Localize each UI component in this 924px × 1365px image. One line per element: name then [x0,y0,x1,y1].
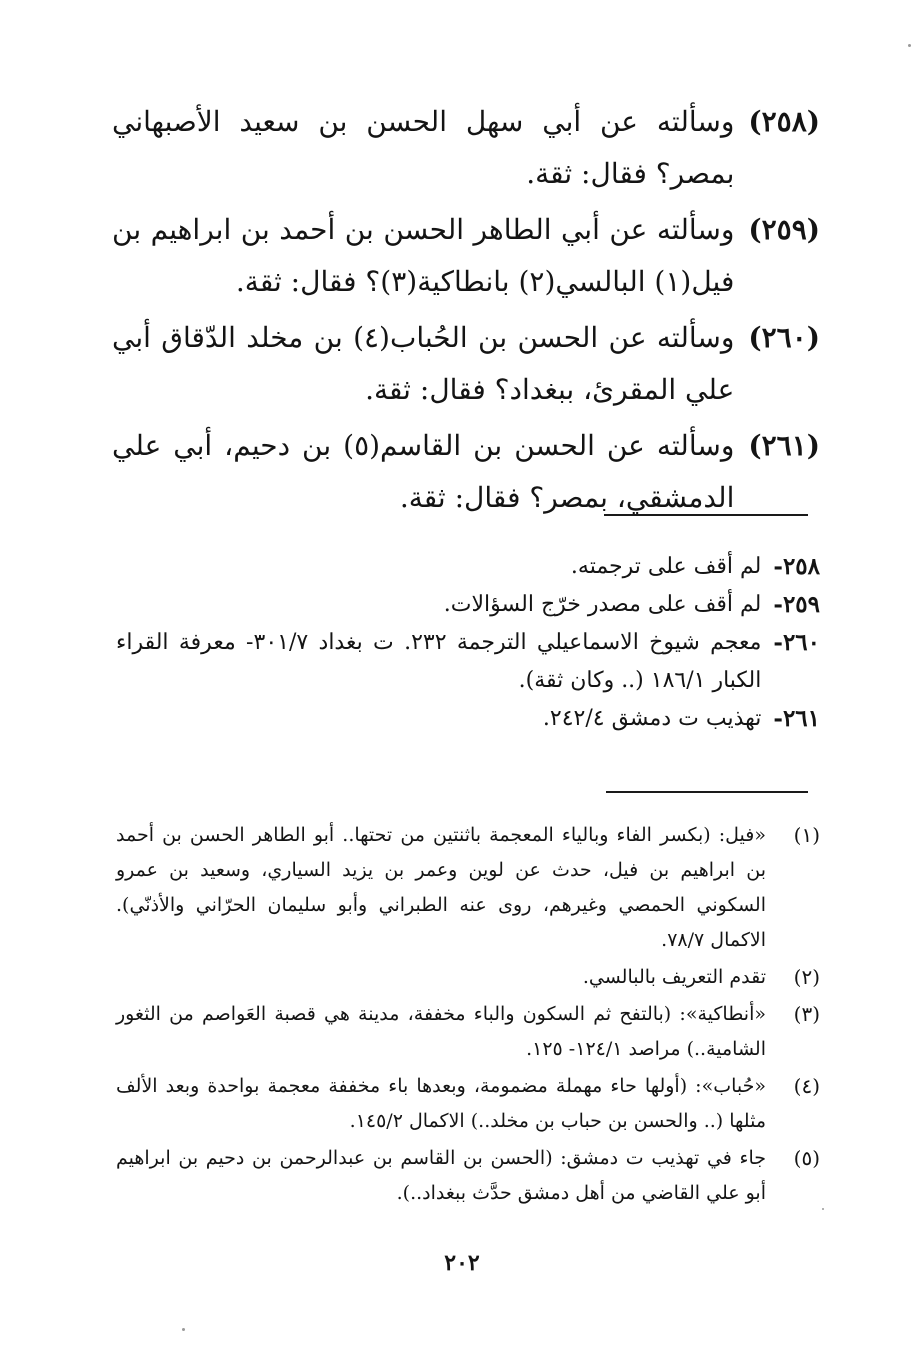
separator-rule [604,514,808,516]
scan-speck [908,44,911,47]
note-text: لم أقف على ترجمته. [570,554,762,579]
footnote-text: «حُباب»: (أولها حاء مهملة مضمومة، وبعدها باء مخففة معجمة بواحدة وبعد الألف مثلها (.. والحسن بن حباب بن مخلد..) الاكمال ١٤٥/٢. [116,1075,766,1132]
entry-text: وسألته عن أبي الطاهر الحسن بن أحمد بن ابراهيم بن فيل(١) البالسي(٢) بانطاكية(٣)؟ فقال: ثقة. [112,213,735,298]
note-260 [116,624,820,700]
question-entries [112,96,820,528]
note-text: تهذيب ت دمشق ٢٤٢/٤. [542,706,762,731]
note-258 [116,548,820,586]
footnote-number: (٢) [793,965,820,989]
note-text: لم أقف على مصدر خرّج السؤالات. [443,592,762,617]
footnote-text: «فيل: (بكسر الفاء وبالياء المعجمة باثنتين من تحتها.. أبو الطاهر الحسن بن أحمد بن ابراهيم بن فيل، حدث عن لوين وعمر بن يزيد السياري، وسعيد بن عمرو السكوني الحمصي وغيرهم، روى عنه الطبراني وأبو سليمان الحرّاني والأذنّي). الاكمال ٧٨/٧. [116,824,766,951]
note-number: ٢٥٨- [773,553,820,580]
footnote-separator-rule [606,791,808,793]
footnote-text: تقدم التعريف بالبالسي. [582,966,766,988]
note-number: ٢٦٠- [773,629,820,656]
entry-260 [112,312,820,416]
entry-258 [112,96,820,200]
footnote-1 [116,818,820,958]
entry-text: وسألته عن أبي سهل الحسن بن سعيد الأصبهاني بمصر؟ فقال: ثقة. [112,105,735,190]
footnote-number: (٤) [793,1074,820,1098]
footnote-5 [116,1141,820,1211]
footnote-number: (٣) [793,1002,820,1026]
note-259 [116,586,820,624]
footnote-text: جاء في تهذيب ت دمشق: (الحسن بن القاسم بن عبدالرحمن بن دحيم بن ابراهيم أبو علي القاضي من أهل دمشق حدَّث ببغداد..). [116,1147,766,1204]
entry-text: وسألته عن الحسن بن الحُباب(٤) بن مخلد الدّقاق أبي علي المقرئ، ببغداد؟ فقال: ثقة. [112,321,735,406]
note-261 [116,700,820,738]
note-number: ٢٥٩- [773,591,820,618]
footnote-number: (١) [793,823,820,847]
entry-text: وسألته عن الحسن بن القاسم(٥) بن دحيم، أبي علي الدمشقي، بمصر؟ فقال: ثقة. [112,429,735,514]
footnote-number: (٥) [793,1146,820,1170]
footnote-2 [116,960,820,995]
entry-notes [116,548,820,738]
scan-speck [822,1208,824,1210]
scan-speck [182,1328,185,1331]
entry-number: (٢٦١) [748,429,820,462]
entry-number: (٢٦٠) [748,321,820,354]
footnote-text: «أنطاكية»: (بالتفح ثم السكون والباء مخففة، مدينة هي قصبة العَواصم من الثغور الشامية..) مراصد ١٢٤/١- ١٢٥. [116,1003,766,1060]
entry-259 [112,204,820,308]
entry-number: (٢٥٨) [748,105,820,138]
note-number: ٢٦١- [773,705,820,732]
note-text: معجم شيوخ الاسماعيلي الترجمة ٢٣٢. ت بغداد ٣٠١/٧- معرفة القراء الكبار ١٨٦/١ (.. وكان ثقة). [116,630,762,693]
entry-261 [112,420,820,524]
footnotes [116,818,820,1213]
page-number: ٢٠٢ [444,1250,480,1276]
footnote-4 [116,1069,820,1139]
footnote-3 [116,997,820,1067]
entry-number: (٢٥٩) [748,213,820,246]
